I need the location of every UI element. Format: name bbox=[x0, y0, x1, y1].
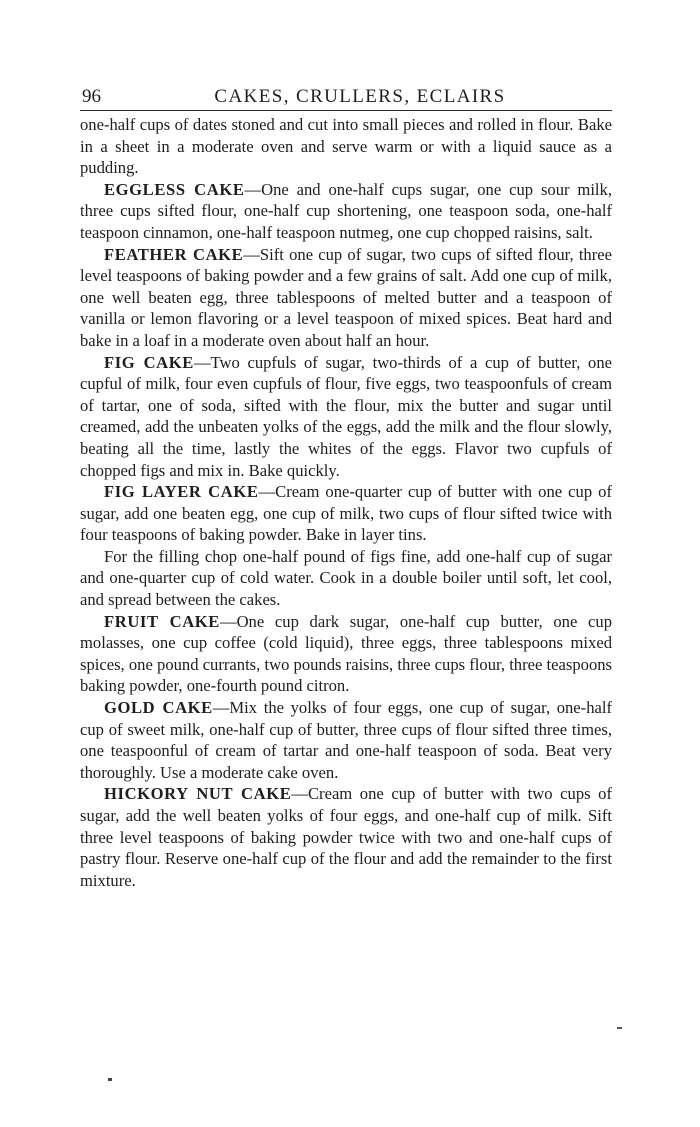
recipe-body: —One and one-half cups sugar, one cup sour milk, three cups sifted flour, one-half cup shortening, one teaspoon soda, one-half teaspoon cinnamon, one-half teaspoon nutmeg, one cup chopped raisins, salt. bbox=[80, 179, 612, 242]
recipe-fig-cake bbox=[80, 352, 612, 482]
continued-paragraph bbox=[80, 114, 612, 179]
recipe-hickory-nut-cake bbox=[80, 783, 612, 891]
recipe-feather-cake bbox=[80, 244, 612, 352]
recipe-body: —Mix the yolks of four eggs, one cup of sugar, one-half cup of sweet milk, one-half cup of butter, three cups of flour sifted three times, one teaspoonful of cream of tartar and one-half teaspoon of soda. Beat very thoroughly. Use a moderate cake oven. bbox=[80, 698, 612, 782]
paragraph-text: For the filling chop one-half pound of figs fine, add one-half cup of sugar and one-quarter cup of cold water. Cook in a double boiler until soft, let cool, and spread between the cakes. bbox=[80, 546, 612, 610]
recipe-eggless-cake bbox=[80, 179, 612, 244]
recipe-body: —Two cupfuls of sugar, two-thirds of a cup of butter, one cupful of milk, four even cupfuls of flour, five eggs, two teaspoonfuls of cream of tartar, one of soda, sifted with the flour, mix the butter and sugar until creamed, add the unbeaten yolks of the eggs, add the milk and the flour slowly, beating all the time, lastly the whites of the eggs. Flavor two cupfuls of chopped figs and mix in. Bake quickly. bbox=[80, 352, 612, 480]
print-speck bbox=[617, 1027, 622, 1029]
recipe-body: —Cream one-quarter cup of butter with one cup of sugar, add one beaten egg, one cup of milk, two cups of flour sifted twice with four teaspoons of baking powder. Bake in layer tins. bbox=[80, 482, 613, 545]
recipe-title: FEATHER CAKE bbox=[104, 244, 244, 264]
running-head bbox=[80, 84, 612, 111]
recipe-fruit-cake bbox=[80, 611, 612, 697]
running-title: CAKES, CRULLERS, ECLAIRS bbox=[214, 86, 506, 107]
recipe-body: —Sift one cup of sugar, two cups of sifted flour, three level teaspoons of baking powder and a few grains of salt. Add one cup of milk, one well beaten egg, three tablespoons of melted butter and a teaspoon of vanilla or lemon flavoring or a level teaspoon of mixed spices. Beat hard and bake in a loaf in a moderate oven about half an hour. bbox=[80, 244, 612, 350]
fig-filling-paragraph bbox=[80, 546, 612, 611]
recipe-title: FRUIT CAKE bbox=[104, 611, 220, 631]
recipe-gold-cake bbox=[80, 697, 612, 783]
recipe-title: GOLD CAKE bbox=[104, 698, 213, 718]
book-page bbox=[80, 84, 612, 891]
recipe-title: HICKORY NUT CAKE bbox=[104, 784, 292, 804]
recipe-body: —Cream one cup of butter with two cups of sugar, add the well beaten yolks of four eggs, and one-half cup of milk. Sift three level teaspoons of baking powder twice with two and one-half cups of pastry flour. Reserve one-half cup of the flour and add the remainder to the first mixture. bbox=[80, 784, 612, 890]
page-number: 96 bbox=[82, 86, 101, 107]
recipe-fig-layer-cake bbox=[80, 481, 612, 546]
recipe-body: —One cup dark sugar, one-half cup butter, one cup molasses, one cup coffee (cold liquid), three eggs, three tablespoons mixed spices, one pound currants, two pounds raisins, three cups flour, three teaspoons baking powder, one-fourth pound citron. bbox=[80, 611, 612, 696]
recipe-title: FIG CAKE bbox=[104, 352, 194, 372]
paragraph-text: one-half cups of dates stoned and cut into small pieces and rolled in flour. Bake in a sheet in a moderate oven and serve warm or with a liquid sauce as a pudding. bbox=[80, 115, 612, 178]
recipe-title: EGGLESS CAKE bbox=[104, 179, 245, 199]
recipe-title: FIG LAYER CAKE bbox=[104, 482, 259, 502]
print-speck bbox=[108, 1078, 112, 1081]
recipe-text bbox=[80, 114, 612, 891]
